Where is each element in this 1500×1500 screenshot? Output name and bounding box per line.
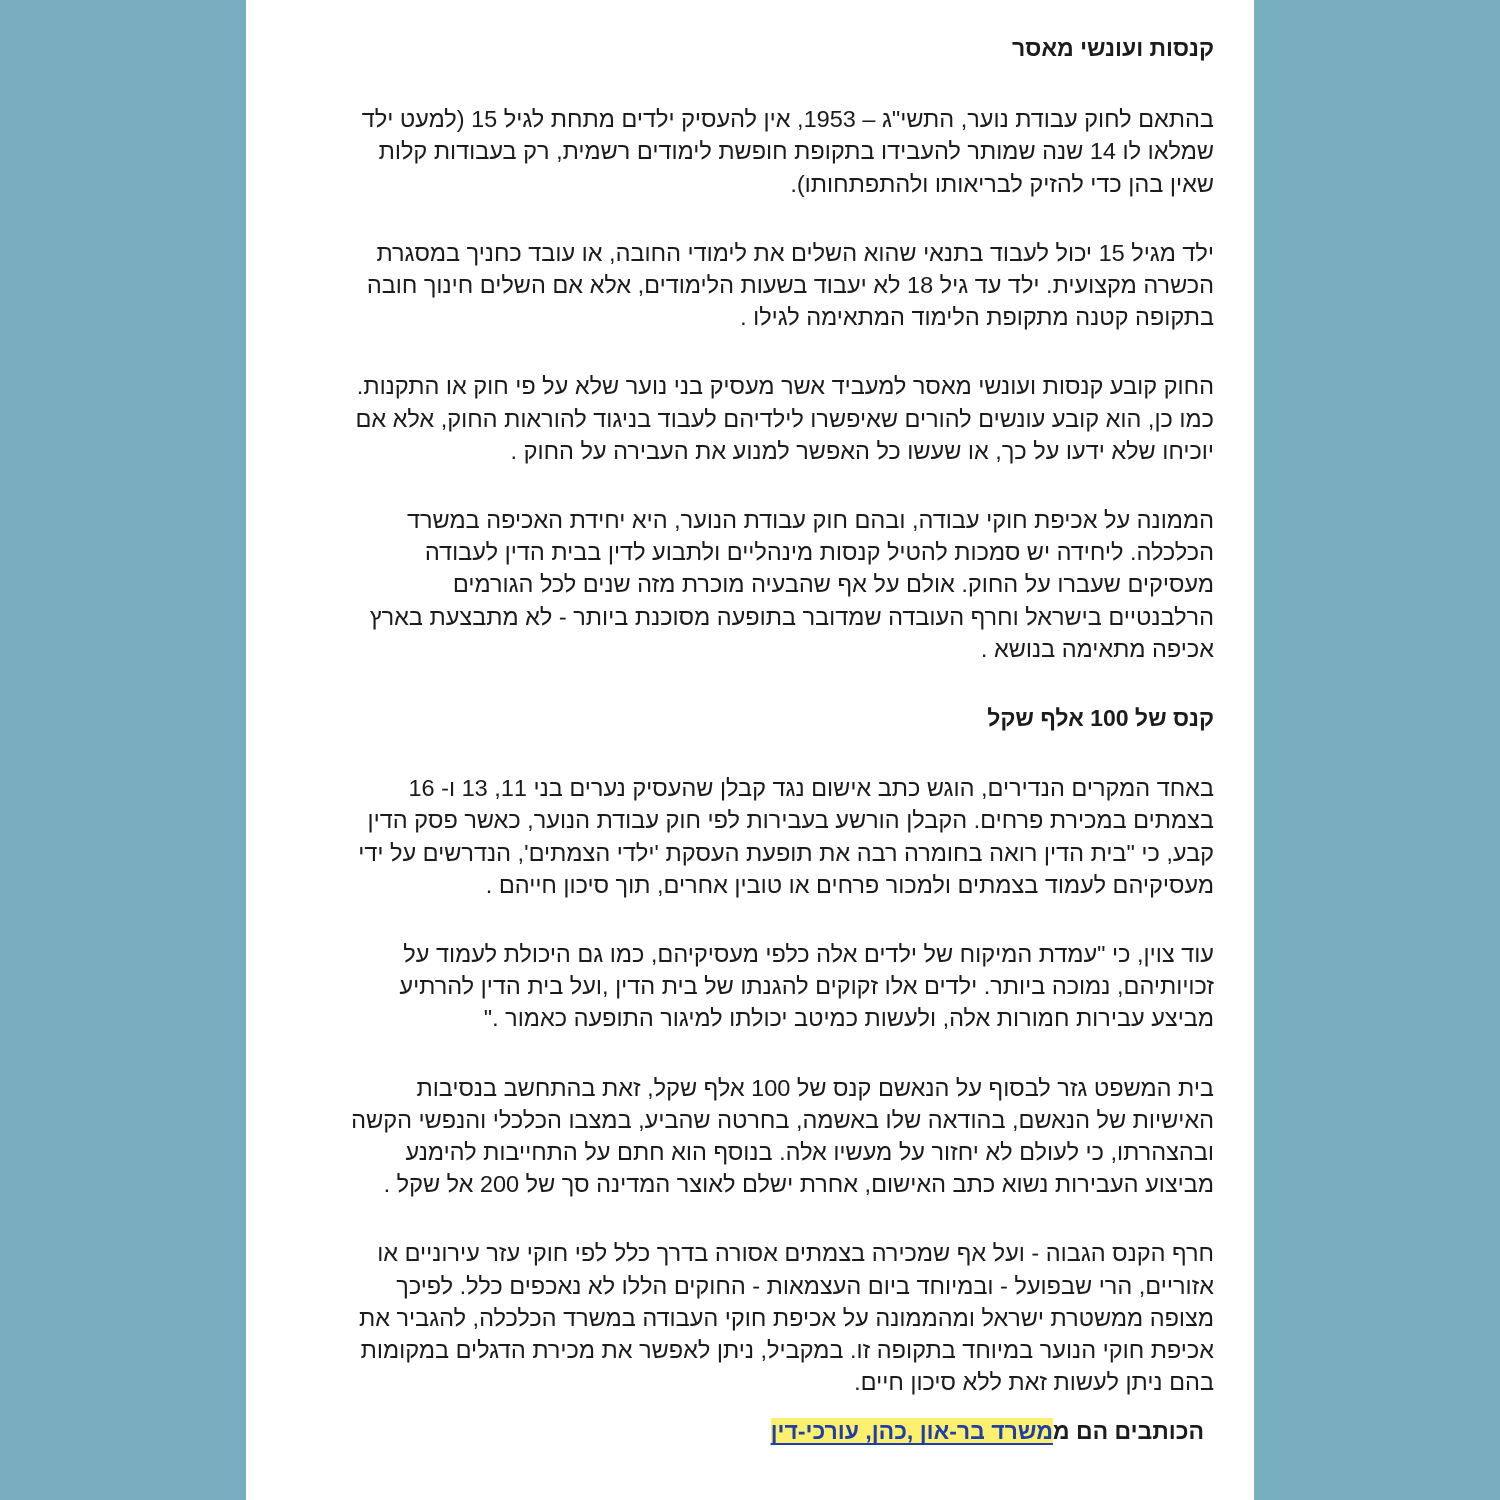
document-page <box>246 0 1254 1500</box>
section-heading-fine-100k: קנס של 100 אלף שקל <box>987 705 1214 732</box>
document-body <box>286 32 1214 1399</box>
paragraph-enforcement: הממונה על אכיפת חוקי עבודה, ובהם חוק עבודת הנוער, היא יחידת האכיפה במשרד הכלכלה. ליחידה יש סמכות להטיל קנסות מינהליים ולתבוע לדין בבית הדין לעבודה מעסיקים שעברו על החוק. אולם על אף שהבעיה מוכרת מזה שנים לכל הגורמים הרלבנטיים בישראל וחרף העובדה שמדובר בתופעה מסוכנת ביותר - לא מתבצעת בארץ אכיפה מתאימה בנושא . <box>369 507 1214 662</box>
paragraph-age-15: ילד מגיל 15 יכול לעבוד בתנאי שהוא השלים את לימודי החובה, או עובד כחניך במסגרת הכשרה מקצועית. ילד עד גיל 18 לא יעבוד בשעות הלימודים, אלא אם השלים חינוך חובה בתקופה קטנה מתקופת הלימוד המתאימה לגילו . <box>366 239 1214 331</box>
law-firm-link[interactable]: משרד בר-און ,כהן, עורכי-דין <box>770 1418 1053 1444</box>
author-credit-prefix: הכותבים הם מ <box>1052 1418 1204 1444</box>
paragraph-conclusion: חרף הקנס הגבוה - ועל אף שמכירה בצמתים אסורה בדרך כלל לפי חוקי עזר עירוניים או אזוריים, הרי שבפועל - ובמיוחד ביום העצמאות - החוקים הללו לא נאכפים כלל. לפיכך מצופה ממשטרת ישראל ומהממונה על אכיפת חוקי העבודה במשרד הכלכלה, להגביר את אכיפת חוקי הנוער במיוחד בתקופה זו. במקביל, ניתן לאפשר את מכירת הדגלים במקומות בהם ניתן לעשות זאת ללא סיכון חיים. <box>358 1240 1214 1396</box>
author-credit <box>771 1418 1204 1445</box>
paragraph-court-quote: עוד צוין, כי "עמדת המיקוח של ילדים אלה כלפי מעסיקיהם, כמו גם היכולת לעמוד על זכויותיהם, נמוכה ביותר. ילדים אלו זקוקים להגנתו של בית הדין ,ועל בית הדין להרתיע מביצע עבירות חמורות אלה, ולעשות כמיטב יכולתו למיגור התופעה כאמור ." <box>399 941 1214 1032</box>
paragraph-case: באחד המקרים הנדירים, הוגש כתב אישום נגד קבלן שהעסיק נערים בני 11, 13 ו- 16 בצמתים במכירת פרחים. הקבלן הורשע בעבירות לפי חוק עבודת הנוער, כאשר פסק הדין קבע, כי "בית הדין רואה בחומרה רבה את תופעת העסקת 'ילדי הצמתים', הנדרשים על ידי מעסיקיהם לעמוד בצמתים ולמכור פרחים או טובין אחרים, תוך סיכון חייהם . <box>358 775 1214 898</box>
paragraph-sentence: בית המשפט גזר לבסוף על הנאשם קנס של 100 אלף שקל, זאת בהתחשב בנסיבות האישיות של הנאשם, בהודאה שלו באשמה, בחרטה שהביע, במצבו הכלכלי והנפשי הקשה ובהצהרתו, כי לעולם לא יחזור על מעשיו אלה. בנוסף הוא חתם על התחייבות להימנע מביצוע העבירות נשוא כתב האישום, אחרת ישלם לאוצר המדינה סך של 200 אל שקל . <box>351 1074 1214 1198</box>
section-heading-fines: קנסות ועונשי מאסר <box>1012 35 1214 61</box>
paragraph-age-limits: בהתאם לחוק עבודת נוער, התשי"ג – 1953, אין להעסיק ילדים מתחת לגיל 15 (למעט ילד שמלאו לו 14 שנה שמותר להעבידו בתקופת חופשת לימודים רשמית, רק בעבודות קלות שאין בהן כדי להזיק לבריאותו ולהתפתחותו). <box>361 106 1214 197</box>
paragraph-penalties: החוק קובע קנסות ועונשי מאסר למעביד אשר מעסיק בני נוער שלא על פי חוק או התקנות. כמו כן, הוא קובע עונשים להורים שאיפשרו לילדיהם לעבוד בניגוד להוראות החוק, אלא אם יוכיחו שלא ידעו על כך, או שעשו כל האפשר למנוע את העבירה על החוק . <box>355 373 1214 464</box>
